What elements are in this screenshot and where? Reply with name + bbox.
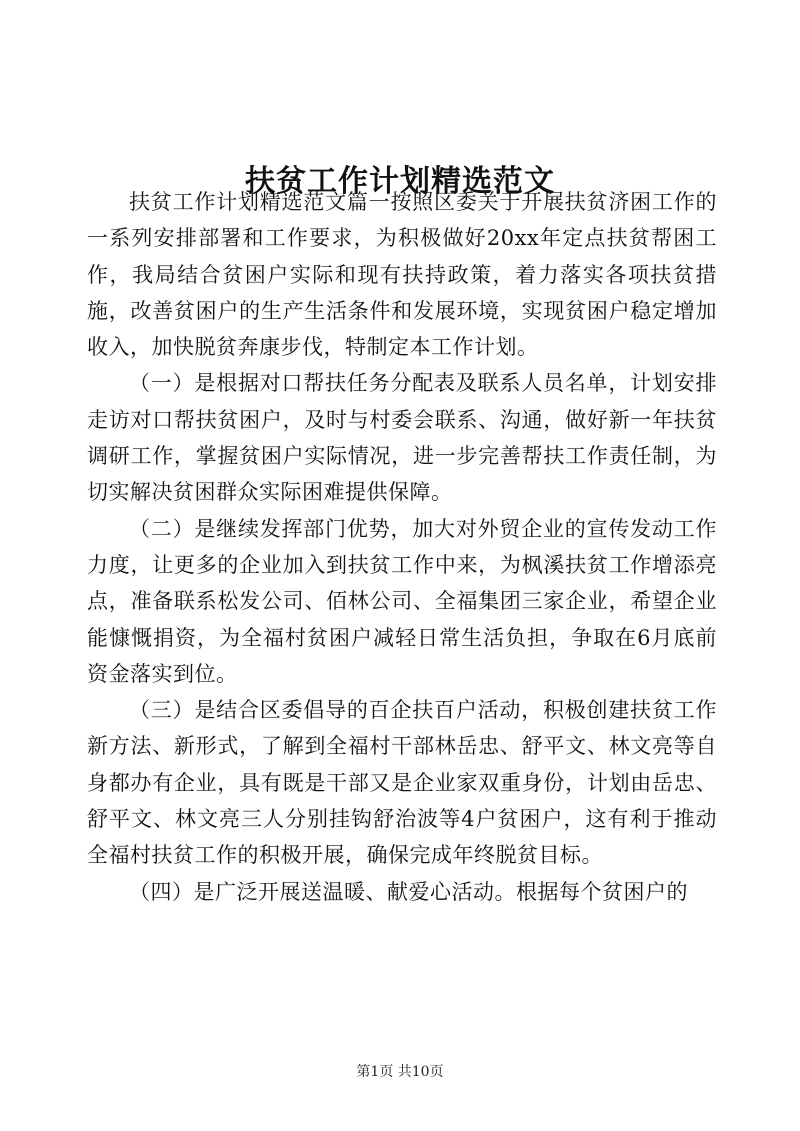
document-title: 扶贫工作计划精选范文 bbox=[245, 164, 555, 200]
document-body bbox=[87, 184, 717, 910]
paragraph-item-3: （三）是结合区委倡导的百企扶百户活动，积极创建扶贫工作新方法、新形式，了解到全福村干部林岳忠、舒平文、林文亮等自身都办有企业，具有既是干部又是企业家双重身份，计划由岳忠、舒平文、林文亮三人分别挂钩舒治波等4户贫困户，这有利于推动全福村扶贫工作的积极开展，确保完成年终脱贫目标。 bbox=[87, 698, 717, 868]
paragraph-item-4: （四）是广泛开展送温暖、献爱心活动。根据每个贫困户的 bbox=[129, 879, 688, 904]
paragraph-item-2: （二）是继续发挥部门优势，加大对外贸企业的宣传发动工作力度，让更多的企业加入到扶贫工作中来，为枫溪扶贫工作增添亮点，准备联系松发公司、佰林公司、全福集团三家企业，希望企业能慷慨捐资，为全福村贫困户减轻日常生活负担，争取在6月底前资金落实到位。 bbox=[87, 516, 717, 686]
page-number-footer: 第1页 共10页 bbox=[356, 1064, 444, 1080]
paragraph-intro: 扶贫工作计划精选范文篇一按照区委关于开展扶贫济困工作的一系列安排部署和工作要求，为积极做好20xx年定点扶贫帮困工作，我局结合贫困户实际和现有扶持政策，着力落实各项扶贫措施，改善贫困户的生产生活条件和发展环境，实现贫困户稳定增加收入，加快脱贫奔康步伐，特制定本工作计划。 bbox=[87, 190, 717, 360]
paragraph-item-1: （一）是根据对口帮扶任务分配表及联系人员名单，计划安排走访对口帮扶贫困户，及时与村委会联系、沟通，做好新一年扶贫调研工作，掌握贫困户实际情况，进一步完善帮扶工作责任制，为切实解决贫困群众实际困难提供保障。 bbox=[87, 371, 717, 505]
